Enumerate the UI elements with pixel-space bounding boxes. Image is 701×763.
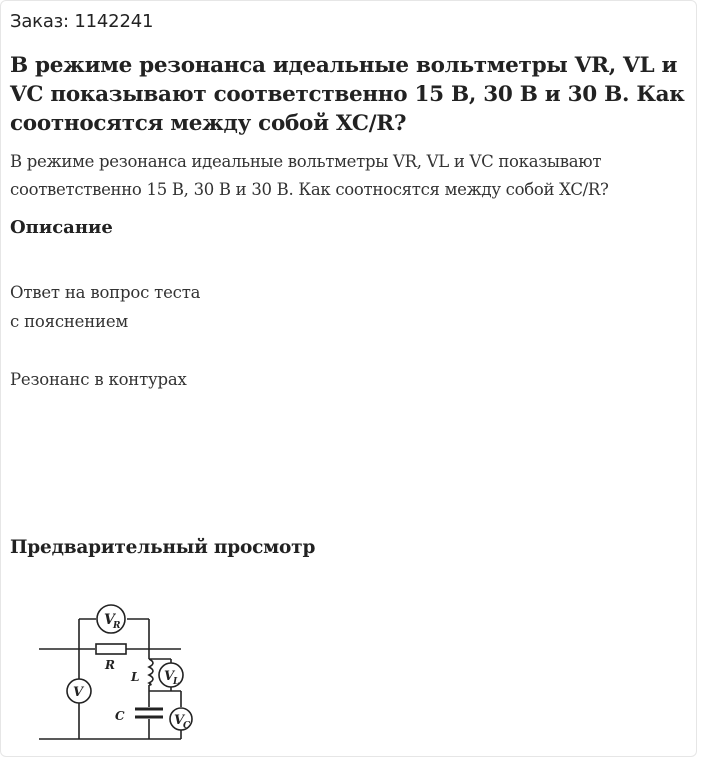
voltmeter-main (67, 679, 91, 703)
circuit-diagram-preview (31, 599, 201, 745)
description-line-2: с пояснением (10, 312, 129, 331)
description-line-1: Ответ на вопрос теста (10, 283, 201, 302)
question-title: В режиме резонанса идеальные вольтметры VR, VL и VC показывают соответственно 15 В, 30 В и 30 В. Как соотносятся между собой XC/R? (10, 53, 685, 136)
preview-heading: Предварительный просмотр (10, 537, 316, 558)
question-text-line-1: В режиме резонанса идеальные вольтметры VR, VL и VC показывают (10, 152, 602, 171)
svg-text:R: R (113, 621, 121, 631)
svg-text:V: V (73, 685, 84, 700)
voltmeter-l (159, 663, 183, 687)
inductor-label: L (131, 670, 140, 684)
description-heading: Описание (10, 217, 113, 238)
voltmeter-r (97, 605, 125, 633)
svg-text:V: V (164, 669, 175, 684)
question-text (10, 148, 698, 204)
resistor-symbol (96, 644, 126, 654)
order-number: Заказ: 1142241 (10, 11, 154, 32)
svg-text:C: C (183, 721, 191, 731)
inductor-symbol (149, 659, 153, 685)
svg-text:L: L (173, 677, 180, 687)
description-line-3: Резонанс в контурах (10, 370, 187, 389)
question-text-line-2: соответственно 15 В, 30 В и 30 В. Как соотносятся между собой XC/R? (10, 180, 609, 199)
capacitor-label: C (115, 709, 125, 723)
capacitor-symbol (135, 709, 163, 717)
voltmeter-c (170, 708, 192, 731)
svg-text:V: V (174, 713, 185, 728)
svg-text:V: V (104, 612, 115, 628)
resistor-label: R (105, 658, 115, 672)
